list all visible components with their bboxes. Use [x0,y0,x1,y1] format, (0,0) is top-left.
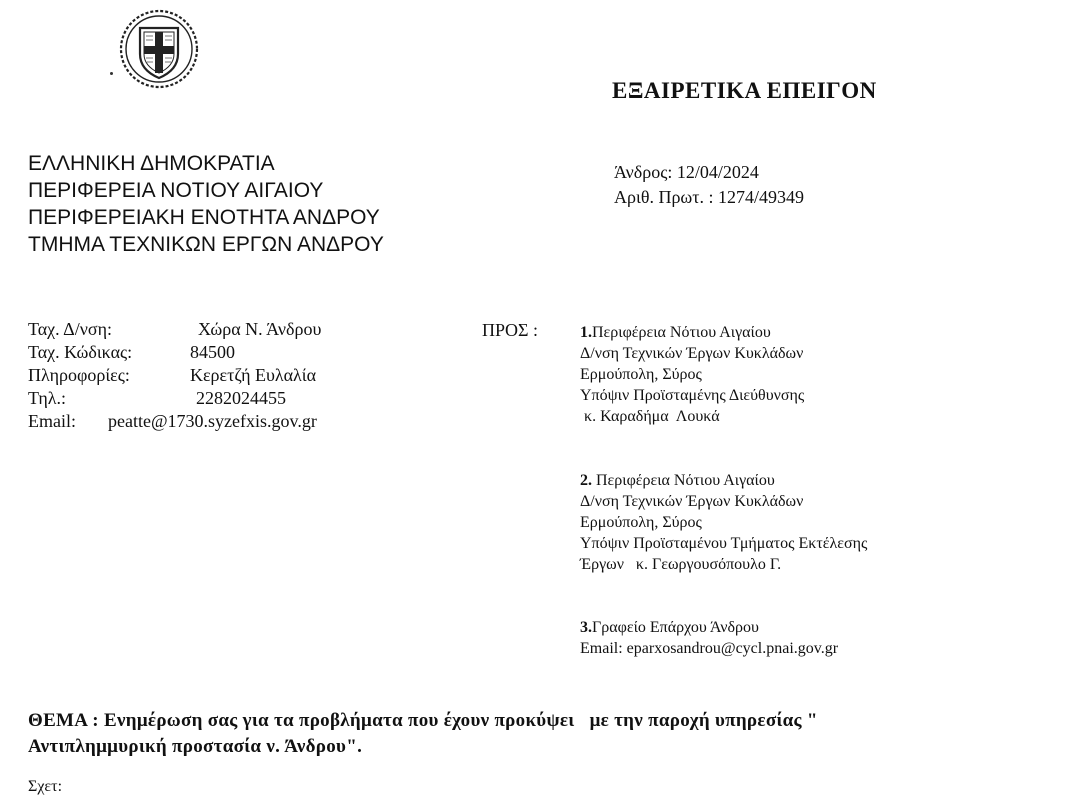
postal-label: Ταχ. Κώδικας: [28,342,133,362]
protocol-value: 1274/49349 [718,187,805,207]
authority-line: ΠΕΡΙΦΕΡΕΙΑ ΝΟΤΙΟΥ ΑΙΓΑΙΟΥ [28,179,324,202]
recipient-line: Γραφείο Επάρχου Άνδρου [592,619,759,636]
protocol-row [614,185,804,210]
recipient-line: κ. Καραδήμα Λουκά [580,408,720,425]
recipient-line: Δ/νση Τεχνικών Έργων Κυκλάδων [580,345,804,362]
authority-line: ΕΛΛΗΝΙΚΗ ΔΗΜΟΚΡΑΤΙΑ [28,152,275,175]
subject-line: ΘΕΜΑ : Ενημέρωση σας για τα προβλήματα που έχουν προκύψει με την παροχή υπηρεσίας " [28,710,818,731]
urgency-heading: ΕΞΑΙΡΕΤΙΚΑ ΕΠΕΙΓΟΝ [612,78,877,103]
recipient-line: Περιφέρεια Νότιου Αιγαίου [592,472,775,489]
recipient-line: Ερμούπολη, Σύρος [580,366,702,383]
issuing-authority [28,150,384,258]
recipients-label: ΠΡΟΣ : [482,320,538,340]
recipient-number: 2. [580,472,592,489]
authority-line: ΠΕΡΙΦΕΡΕΙΑΚΗ ΕΝΟΤΗΤΑ ΑΝΔΡΟΥ [28,206,380,229]
date-row [614,160,804,185]
address-value: Χώρα Ν. Άνδρου [198,319,322,339]
recipient-3 [580,617,838,659]
recipient-email[interactable]: Email: eparxosandrou@cycl.pnai.gov.gr [580,640,839,657]
recipient-line: Δ/νση Τεχνικών Έργων Κυκλάδων [580,493,804,510]
greek-coat-of-arms-emblem [118,8,200,90]
document-subject [28,708,818,760]
recipient-line: Ερμούπολη, Σύρος [580,514,702,531]
scan-dot [110,72,113,75]
authority-line: ΤΜΗΜΑ ΤΕΧΝΙΚΩΝ ΕΡΓΩΝ ΑΝΔΡΟΥ [28,233,384,256]
references-label: Σχετ: [28,778,63,795]
postal-value: 84500 [190,342,235,362]
recipient-2 [580,470,867,575]
document-meta [614,160,804,210]
recipient-line: Έργων κ. Γεωργουσόπουλο Γ. [580,556,782,573]
address-label: Ταχ. Δ/νση: [28,319,113,339]
phone-value: 2282024455 [196,388,286,408]
recipient-line: Υπόψιν Προϊσταμένης Διεύθυνσης [580,387,805,404]
subject-line: Αντιπλημμυρική προστασία ν. Άνδρου". [28,736,363,757]
phone-label: Τηλ.: [28,388,66,408]
recipient-line: Υπόψιν Προϊσταμένου Τμήματος Εκτέλεσης [580,535,868,552]
date-value: 12/04/2024 [676,162,759,182]
email-label: Email: [28,411,76,431]
date-label: Άνδρος: [614,162,673,182]
recipient-number: 3. [580,619,592,636]
info-value: Κερετζή Ευλαλία [190,365,317,385]
recipient-number: 1. [580,324,592,341]
protocol-label: Αριθ. Πρωτ. : [614,187,714,207]
info-label: Πληροφορίες: [28,365,130,385]
email-value[interactable]: peatte@1730.syzefxis.gov.gr [108,411,317,431]
recipient-line: Περιφέρεια Νότιου Αιγαίου [592,324,771,341]
recipient-1 [580,322,804,427]
